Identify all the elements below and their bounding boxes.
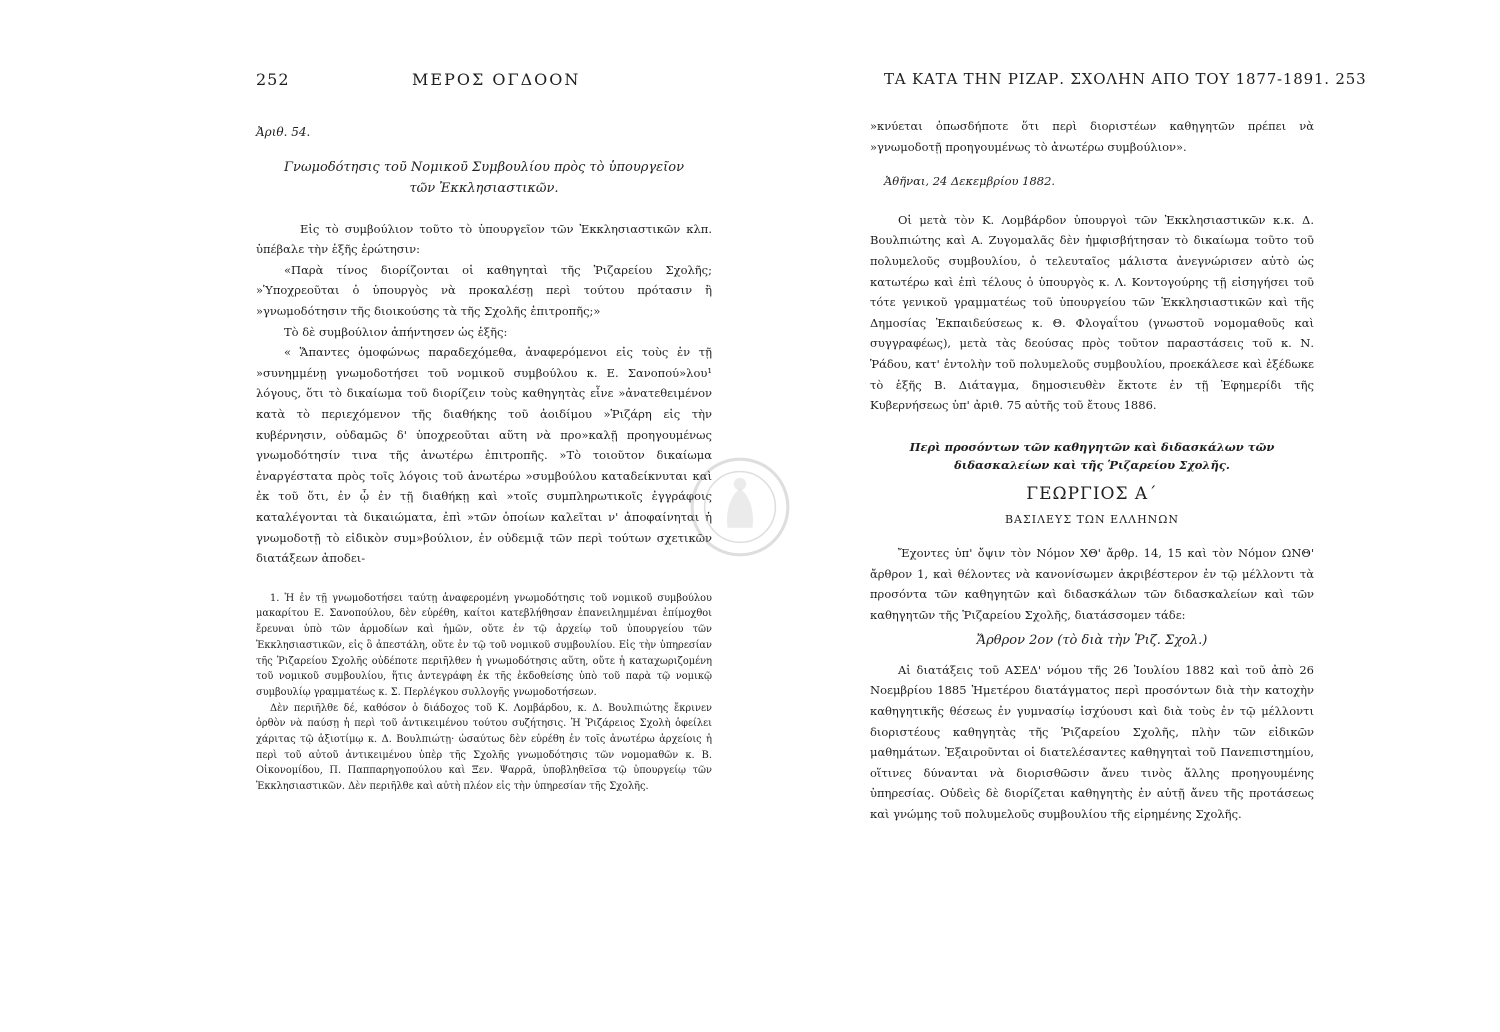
date-line: Ἀθῆναι, 24 Δεκεμβρίου 1882. <box>884 174 1056 189</box>
footnotes <box>256 591 712 795</box>
body-paragraph-4: « Ἅπαντες ὁμοφώνως παραδεχόμεθα, ἀναφερόμενοι εἰς τοὺς ἐν τῇ »συνημμένῃ γνωμοδοτήσει τοῦ νομικοῦ συμβούλου κ. Ε. Σανοπού»λου¹ λόγους, ὅτι τὸ δικαίωμα τοῦ διορίζειν τοὺς καθηγητὰς εἶνε »ἀνατεθειμένον κατὰ τὸ περιεχόμενον τῆς διαθήκης τοῦ ἀοιδίμου »Ῥιζάρη εἰς τὴν κυβέρνησιν, οὐδαμῶς δ' ὑποχρεοῦται αὕτη νὰ προ»καλῇ προηγουμένως γνωμοδότησίν τινα τῆς ἀνωτέρω ἐπιτροπῆς. »Τὸ τοιοῦτον δικαίωμα ἐναργέστατα πρὸς τοῖς λόγοις τοῦ ἀνωτέρω »συμβούλου καταδείκνυται καὶ ἐκ τοῦ ὅτι, ἐν ᾧ ἐν τῇ διαθήκῃ καὶ »τοῖς συμπληρωτικοῖς ἐγγράφοις καταλέγονται τὰ δικαιώματα, ἐπὶ »τῶν ὁποίων καλεῖται ν' ἀποφαίνηται ἡ γνωμοδοτῇ τὸ εἰδικὸν συμ»βούλιον, ἐν οὐδεμιᾷ τῶν περὶ τούτων σχετικῶν διατάξεων ἀποδει- <box>256 345 712 566</box>
page-number-left: 252 <box>256 70 290 89</box>
document-title-line-2: τῶν Ἐκκλησιαστικῶν. <box>409 180 559 196</box>
right-text-column <box>870 116 1314 825</box>
left-text-column <box>256 78 712 795</box>
article-heading: Ἄρθρον 2ον (τὸ διὰ τὴν Ῥιζ. Σχολ.) <box>976 633 1208 649</box>
body-paragraph-1: Εἰς τὸ συμβούλιον τοῦτο τὸ ὑπουργεῖον τῶν Ἐκκλησιαστικῶν κλπ. ὑπέβαλε τὴν ἑξῆς ἐρώτησιν: <box>256 221 712 257</box>
article-number: Ἀριθ. 54. <box>256 125 311 139</box>
section-heading: Περὶ προσόντων τῶν καθηγητῶν καὶ διδασκάλων τῶν διδασκαλείων καὶ τῆς Ῥιζαρείου Σχολῆς. <box>909 439 1275 472</box>
continued-quote: »κνύεται ὁπωσδήποτε ὅτι περὶ διοριστέων καθηγητῶν πρέπει νὰ »γνωμοδοτῇ προηγουμένως τὸ ἀνωτέρω συμβούλιον». <box>870 119 1314 154</box>
right-page <box>750 0 1500 1032</box>
document-title-line-1: Γνωμοδότησις τοῦ Νομικοῦ Συμβουλίου πρὸς τὸ ὑπουργεῖον <box>284 159 684 175</box>
right-paragraph: Οἱ μετὰ τὸν Κ. Λομβάρδον ὑπουργοὶ τῶν Ἐκκλησιαστικῶν κ.κ. Δ. Βουλπιώτης καὶ Α. Ζυγομαλᾶς δὲν ἠμφισβήτησαν τὸ δικαίωμα τοῦτο τοῦ πολυμελοῦς συμβουλίου, ὁ τελευταῖος μάλιστα ἀνεγνώρισεν αὐτὸ ὡς κατωτέρω καὶ ἐπὶ τέλους ὁ ὑπουργὸς κ. Λ. Κοντογούρης τῇ εἰσηγήσει τοῦ τότε γενικοῦ γραμματέως τοῦ ὑπουργείου τῶν Ἐκκλησιαστικῶν καὶ τῆς Δημοσίας Ἐκπαιδεύσεως κ. Θ. Φλογαΐτου (γνωστοῦ νομομαθοῦς καὶ συγγραφέως), μετὰ τὰς δεούσας πρὸς τοῦτον παραστάσεις τοῦ κ. Ν. Ῥάδου, κατ' ἐντολὴν τοῦ πολυμελοῦς συμβουλίου, προεκάλεσε καὶ ἐξέδωκε τὸ ἑξῆς Β. Διάταγμα, δημοσιευθὲν ἔκτοτε ἐν τῇ Ἐφημερίδι τῆς Κυβερνήσεως ὑπ' ἀριθ. 75 αὐτῆς τοῦ ἔτους 1886. <box>870 212 1314 413</box>
running-header-right: ΤΑ ΚΑΤΑ ΤΗΝ ΡΙΖΑΡ. ΣΧΟΛΗΝ ΑΠΟ ΤΟΥ 1877-1891. 253 <box>884 70 1367 88</box>
running-header-left: ΜΕΡΟΣ ΟΓΔΟΟΝ <box>412 70 581 89</box>
decree-intro: Ἔχοντες ὑπ' ὄψιν τὸν Νόμον ΧΘ' ἄρθρ. 14, 15 καὶ τὸν Νόμον ΩΝΘ' ἄρθρον 1, καὶ θέλοντες νὰ κανονίσωμεν ἀκριβέστερον ἐν τῷ μέλλοντι τὰ προσόντα τῶν καθηγητῶν καὶ διδασκάλων τῶν διδασκαλείων καὶ τῶν καθηγητῶν τῆς Ῥιζαρείου Σχολῆς, διατάσσομεν τάδε: <box>870 545 1314 622</box>
king-title: ΓΕΩΡΓΙΟΣ Α΄ <box>1026 483 1158 504</box>
footnote-2: Δὲν περιῆλθε δέ, καθόσον ὁ διάδοχος τοῦ Κ. Λομβάρδου, κ. Δ. Βουλπιώτης ἔκρινεν ὀρθὸν νὰ παύσῃ ἡ περὶ τοῦ ἀντικειμένου τούτου συζήτησις. Ἡ Ῥιζάρειος Σχολὴ ὀφείλει χάριτας τῷ ἀξιοτίμῳ κ. Δ. Βουλπιώτῃ· ὡσαύτως δὲν εὑρέθη ἐν τοῖς ἀνωτέρω ἀρχείοις ἡ περὶ τοῦ αὐτοῦ ἀντικειμένου ὑπὲρ τῆς Σχολῆς γνωμοδότησις τῶν νομομαθῶν κ. Β. Οἰκονομίδου, Π. Παππαρηγοπούλου καὶ Ξεν. Ψαρρᾶ, ὑποβληθεῖσα τῷ ὑπουργείῳ τῶν Ἐκκλησιαστικῶν. Δὲν περιῆλθε καὶ αὐτὴ πλέον εἰς τὴν ὑπηρεσίαν τῆς Σχολῆς. <box>256 702 712 793</box>
document-title <box>256 157 712 199</box>
body-paragraph-2: «Παρὰ τίνος διορίζονται οἱ καθηγηταὶ τῆς Ῥιζαρείου Σχολῆς; »Ὑποχρεοῦται ὁ ὑπουργὸς νὰ προκαλέσῃ περὶ τούτου πρότασιν ἢ »γνωμοδότησιν τῆς διοικούσης τὰ τῆς Σχολῆς ἐπιτροπῆς;» <box>256 262 712 318</box>
article-text: Αἱ διατάξεις τοῦ ΑΣΕΔ' νόμου τῆς 26 Ἰουλίου 1882 καὶ τοῦ ἀπὸ 26 Νοεμβρίου 1885 Ἡμετέρου διατάγματος περὶ προσόντων διὰ τὴν κατοχὴν καθηγητικῆς θέσεως ἐν γυμνασίῳ ἰσχύουσι καὶ διὰ τοὺς ἐν τῷ μέλλοντι διοριστέους καθηγητὰς τῆς Ῥιζαρείου Σχολῆς, πλὴν τῶν εἰδικῶν μαθημάτων. Ἐξαιροῦνται οἱ διατελέσαντες καθηγηταὶ τοῦ Πανεπιστημίου, οἵτινες δύνανται νὰ διορισθῶσιν ἄνευ τινὸς ἄλλης προηγουμένης ὑπηρεσίας. Οὐδεὶς δὲ διορίζεται καθηγητὴς ἐν αὐτῇ ἄνευ τῆς προτάσεως καὶ γνώμης τοῦ πολυμελοῦς συμβουλίου τῆς εἰρημένης Σχολῆς. <box>870 662 1314 822</box>
footnote-1: 1. Ἡ ἐν τῇ γνωμοδοτήσει ταύτῃ ἀναφερομένη γνωμοδότησις τοῦ νομικοῦ συμβούλου μακαρίτου Ε. Σανοπούλου, δὲν εὑρέθη, καίτοι κατεβλήθησαν ἐπανειλημμέναι ἐπίμοχθοι ἔρευναι ὑπὸ τῶν ἁρμοδίων καὶ ἡμῶν, οὔτε ἐν τῷ ἀρχείῳ τοῦ ὑπουργείου τῶν Ἐκκλησιαστικῶν, εἰς ὃ ἀπεστάλη, οὔτε ἐν τῷ τοῦ νομικοῦ συμβουλίου. Εἰς τὴν ὑπηρεσίαν τῆς Ῥιζαρείου Σχολῆς οὐδέποτε περιῆλθεν ἡ γνωμοδότησις αὕτη, οὔτε ἡ καταχωριζομένη τοῦ νομικοῦ συμβουλίου, ἥτις ἀντεγράφη ἐκ τῆς ἐκδοθείσης ὑπὸ τοῦ παρὰ τῷ νομικῷ συμβουλίῳ γραμματέως κ. Σ. Περλέγκου συλλογῆς γνωμοδοτήσεων. <box>256 592 712 698</box>
body-paragraph-3: Τὸ δὲ συμβούλιον ἀπήντησεν ὡς ἑξῆς: <box>284 324 508 339</box>
king-subtitle: ΒΑΣΙΛΕΥΣ ΤΩΝ ΕΛΛΗΝΩΝ <box>1004 513 1180 527</box>
